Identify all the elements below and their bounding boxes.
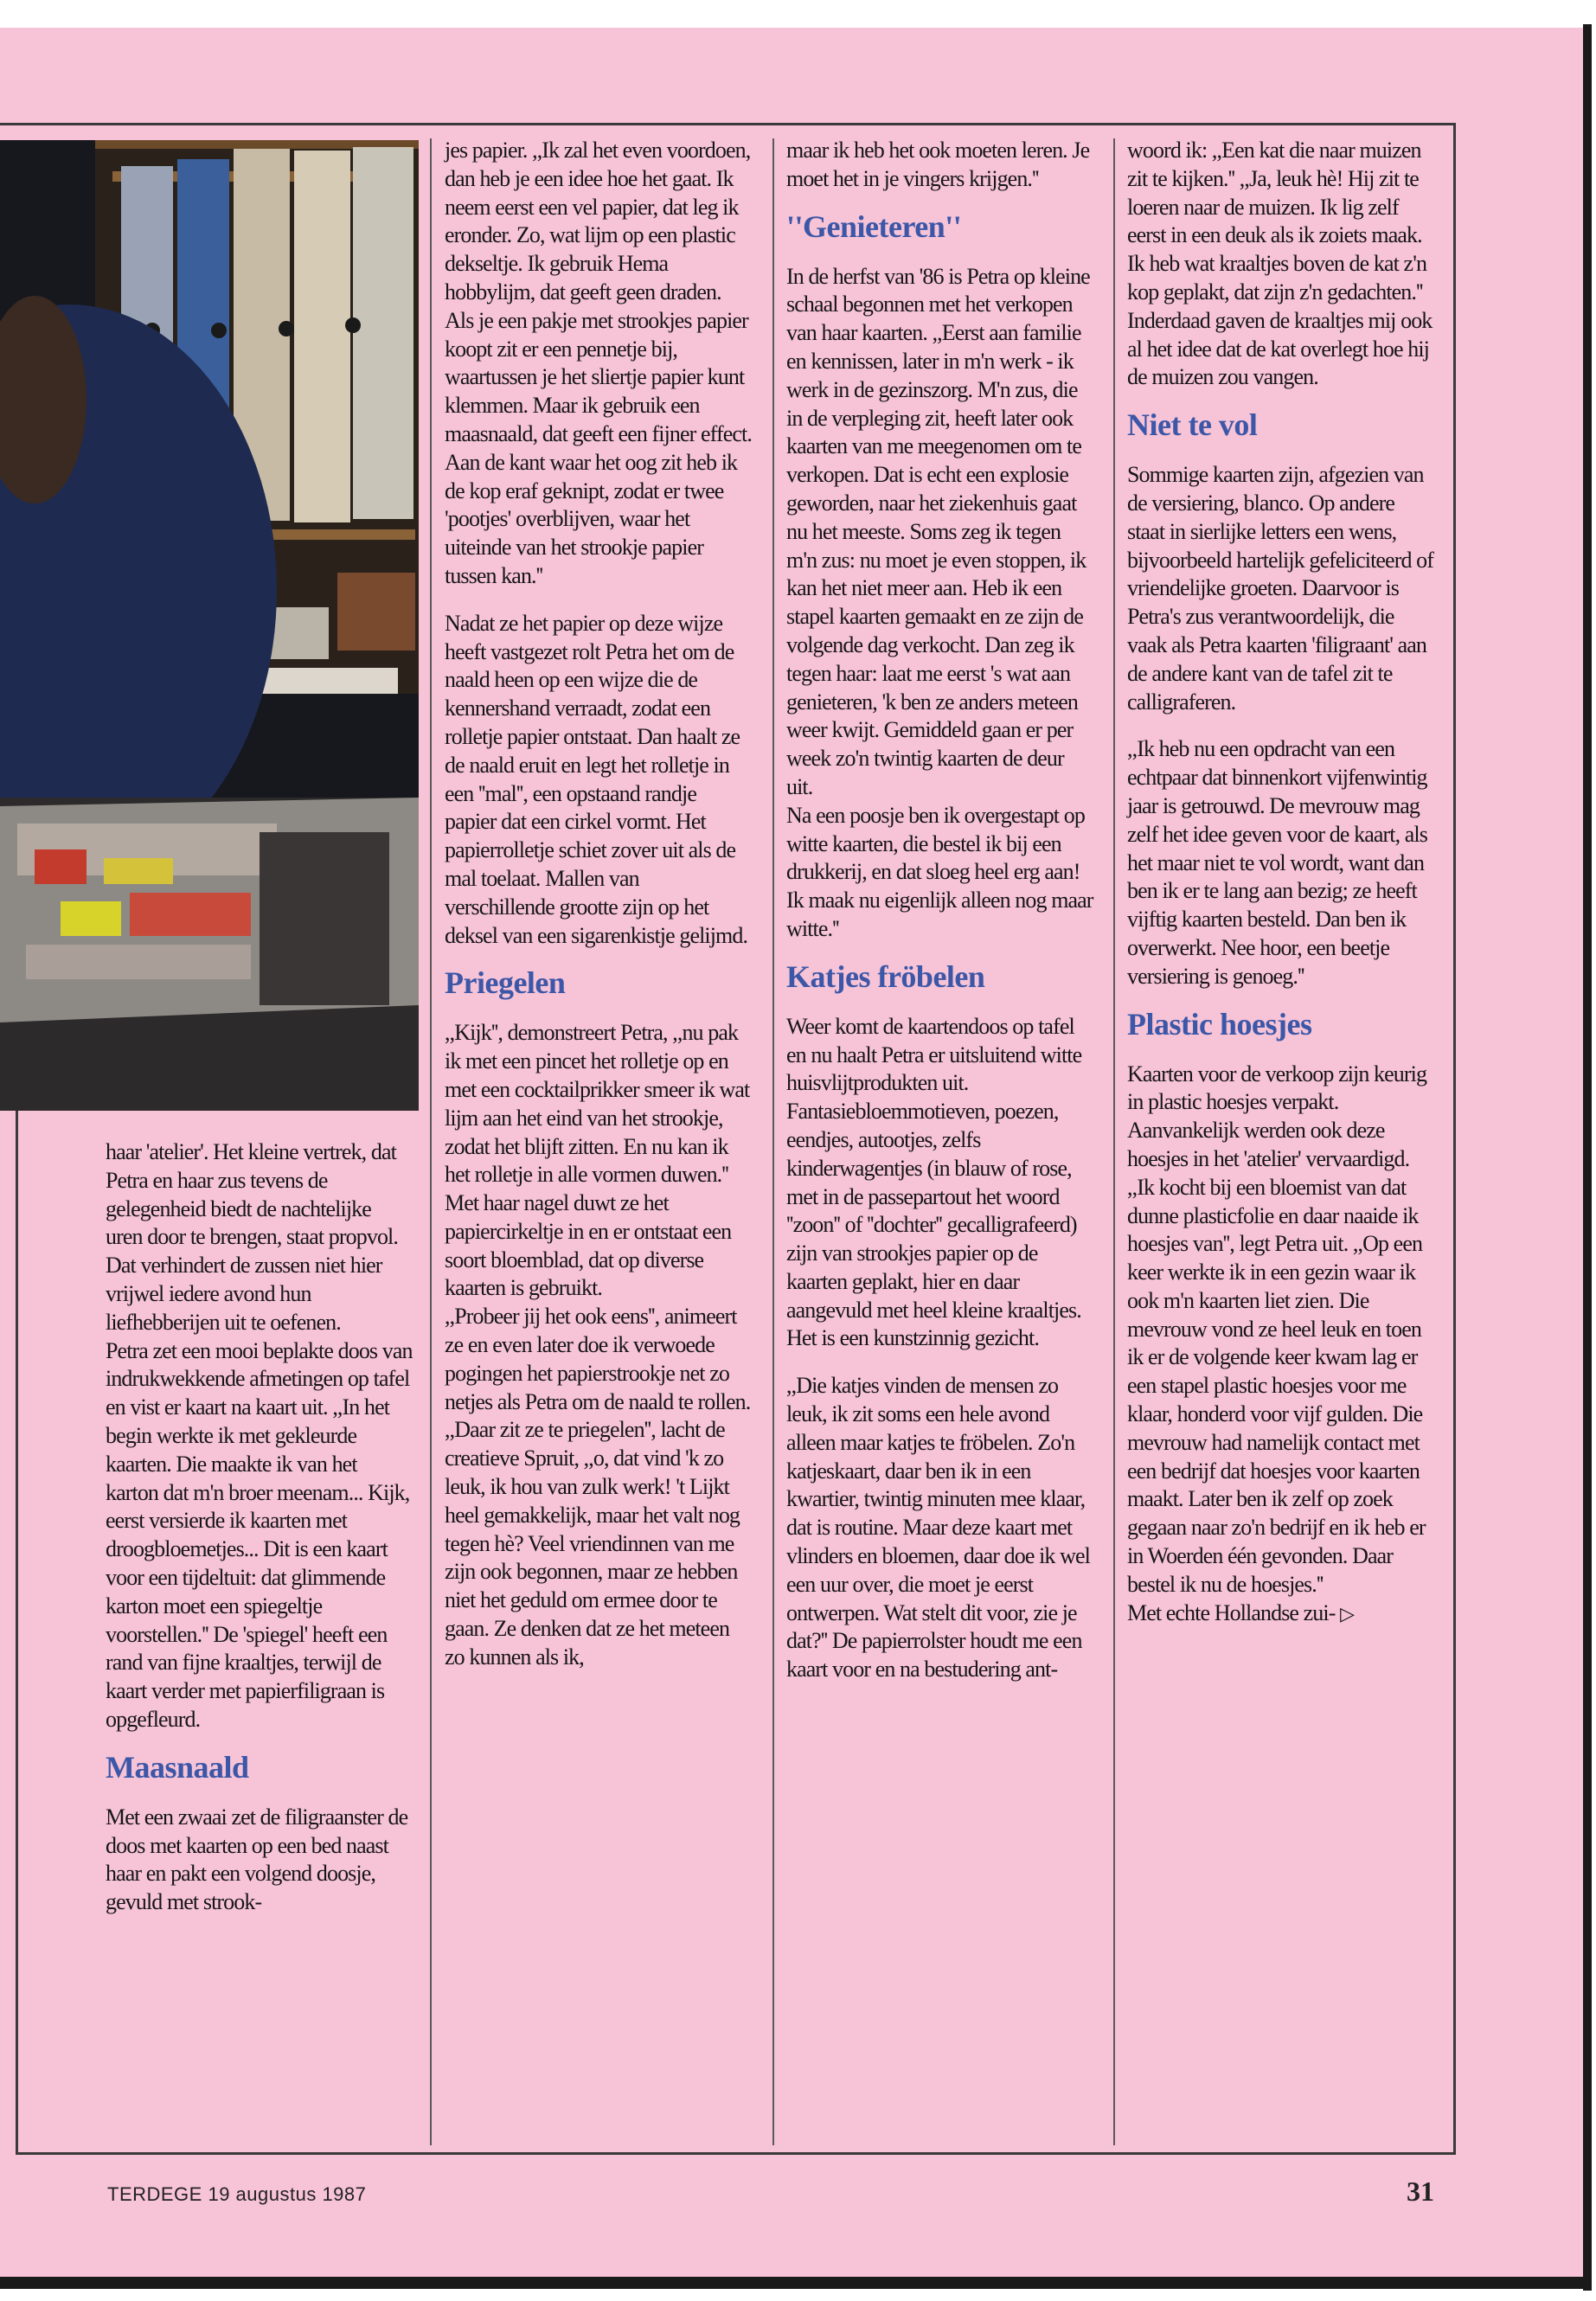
paragraph: In de herfst van '86 is Petra op kleine schaal begonnen met het verkopen van haar kaarten. ,,Eerst aan familie en kennissen, later in m'n werk - ik werk in de gezinszorg. M'n zus, die in de verpleging zit, heeft later ook kaarten van me meegenomen om te verkopen. Dat is echt een explosie geworden, naar het ziekenhuis gaat nu het meeste. Soms zeg ik tegen m'n zus: nu moet je even stoppen, ik kan het niet meer aan. Heb ik een stapel kaarten gemaakt en ze zijn de volgende dag verkocht. Dan zeg ik tegen haar: laat me eerst 's wat aan genieteren, 'k ben ze anders meteen weer kwijt. Gemiddeld gaan er per week zo'n twintig kaarten de deur uit. [786, 263, 1090, 799]
paragraph: Nadat ze het papier op deze wijze heeft vastgezet rolt Petra het om de naald heen op een wijze die de kennershand verraadt, zodat een rolletje papier ontstaat. Dan haalt ze de naald eruit en legt het rolletje in een ''mal'', een opstaand randje papier dat een cirkel vormt. Het papierrolletje schiet zover uit als de mal toelaat. Mallen van verschillende grootte zijn op het deksel van een sigarenkistje gelijmd. [445, 610, 748, 948]
paragraph: ,,Kijk'', demonstreert Petra, ,,nu pak ik met een pincet het rolletje op en met een cocktailprikker smeer ik wat lijm aan het eind van het strookje, zodat het blijft zitten. En nu kan ik het rolletje in alle vormen duwen.'' Met haar nagel duwt ze het papiercirkeltje in en er ontstaat een soort bloemblad, dat op diverse kaarten is gebruikt. [445, 1020, 750, 1301]
paragraph: Met een zwaai zet de filigraanster de doos met kaarten op een bed naast haar en pakt een volgend doosje, gevuld met strook- [106, 1804, 408, 1915]
column-divider [1113, 138, 1115, 2145]
article-column-1 [106, 1138, 413, 1917]
paragraph: Weer komt de kaartendoos op tafel en nu haalt Petra er uitsluitend witte huisvlijtprodukten uit. Fantasiebloemmotieven, poezen, eendjes, autootjes, zelfs kinderwagentjes (in blauw of rose, met in de passepartout het woord ''zoon'' of ''dochter'' gecalligrafeerd) zijn van strookjes papier op de kaarten geplakt, hier en daar aangevuld met heel kleine kraaltjes. Het is een kunstzinnig gezicht. [786, 1013, 1082, 1351]
column-divider [430, 138, 432, 2145]
article-column-3 [786, 137, 1093, 1684]
paragraph: woord ik: ,,Een kat die naar muizen zit te kijken.'' ,,Ja, leuk hè! Hij zit te loeren naar de muizen. Ik lig zelf eerst in een deuk als ik zoiets maak. Ik heb wat kraaltjes boven de kat z'n kop geplakt, dat zijn z'n gedachten.'' Inderdaad gaven de kraaltjes mij ook al het idee dat de kat overlegt hoe hij de muizen zou vangen. [1127, 138, 1433, 390]
footer-publication: TERDEGE 19 augustus 1987 [107, 2183, 367, 2205]
frame-line-left [16, 1106, 18, 2154]
subheading: Niet te vol [1127, 407, 1258, 443]
paragraph: jes papier. ,,Ik zal het even voordoen, dan heb je een idee hoe het gaat. Ik neem eerst een vel papier, dat leg ik eronder. Zo, wat lijm op een plastic dekseltje. Ik gebruik Hema hobbylijm, dat geeft geen draden. Als je een pakje met strookjes papier koopt zit er een pennetje bij, waartussen je het sliertje papier kunt klemmen. Maar ik gebruik een maasnaald, dat geeft een fijner effect. Aan de kant waar het oog zit heb ik de kop eraf geknipt, zodat er twee 'pootjes' overblijven, waar het uiteinde van het strookje papier tussen kan.'' [445, 138, 752, 588]
frame-line-bottom [16, 2152, 1456, 2155]
paragraph: Kaarten voor de verkoop zijn keurig in plastic hoesjes verpakt. Aanvankelijk werden ook deze hoesjes in het 'atelier' vervaardigd. ,,Ik kocht bij een bloemist van dat dunne plasticfolie en daar naaide ik hoesjes van'', legt Petra uit. ,,Op een keer werkte ik in een gezin waar ik ook m'n kaarten liet zien. Die mevrouw vond ze heel leuk en toen ik er de volgende keer kwam lag er een stapel plastic hoesjes voor me klaar, honderd voor vijf gulden. Die mevrouw had namelijk contact met een bedrijf dat hoesjes voor kaarten maakt. Later ben ik zelf op zoek gegaan naar zo'n bedrijf en ik heb er in Woerden één gevonden. Daar bestel ik nu de hoesjes.'' [1127, 1061, 1427, 1597]
paragraph: ,,Probeer jij het ook eens'', animeert ze en even later doe ik verwoede pogingen het papierstrookje net zo netjes als Petra om de naald te rollen. ,,Daar zit ze te priegelen'', lacht de creatieve Spruit, ,,o, dat vind 'k zo leuk, ik hou van zulk werk! 't Lijkt heel gemakkelijk, maar het valt nog tegen hè? Veel vriendinnen van me zijn ook begonnen, maar ze hebben niet het geduld om ermee door te gaan. Ze denken dat ze het meteen zo kunnen als ik, [445, 1304, 751, 1670]
paragraph: maar ik heb het ook moeten leren. Je moet het in je vingers krijgen.'' [786, 138, 1090, 191]
subheading: Katjes fröbelen [786, 958, 985, 994]
subheading: Maasnaald [106, 1749, 249, 1785]
paragraph-continued [1127, 1599, 1434, 1630]
column-divider [772, 138, 774, 2145]
last-line: Met echte Hollandse zui- [1127, 1599, 1336, 1625]
continue-arrow-icon: ▷ [1340, 1603, 1355, 1625]
scan-edge-right [1583, 24, 1592, 2291]
article-photo [0, 140, 419, 1111]
paragraph: ,,Die katjes vinden de mensen zo leuk, ik zit soms een hele avond alleen maar katjes te fröbelen. Zo'n katjeskaart, daar ben ik in een kwartier, twintig minuten mee klaar, dat is routine. Maar deze kaart met vlinders en bloemen, daar doe ik wel een uur over, die moet je eerst ontwerpen. Wat stelt dit voor, zie je dat?'' De papierrolster houdt me een kaart voor en na bestudering ant- [786, 1373, 1090, 1682]
subheading: ''Genieteren'' [786, 208, 962, 244]
page-number: 31 [1407, 2176, 1434, 2207]
subheading: Priegelen [445, 965, 566, 1001]
article-column-2 [445, 137, 752, 1672]
frame-line-top [0, 123, 1455, 125]
frame-line-right [1453, 123, 1456, 2154]
photo-illustration [0, 140, 419, 1111]
paragraph: Na een poosje ben ik overgestapt op witte kaarten, die bestel ik bij een drukkerij, en dat sloeg heel erg aan! Ik maak nu eigenlijk alleen nog maar witte.'' [786, 802, 1093, 941]
scan-edge-bottom [0, 2277, 1592, 2289]
paragraph: ,,Ik heb nu een opdracht van een echtpaar dat binnenkort vijfenwintig jaar is getrouwd. De mevrouw mag zelf het idee geven voor de kaart, als het maar niet te vol wordt, want dan ben ik er te lang aan bezig; ze heeft vijftig kaarten besteld. Dan ben ik overwerkt. Nee hoor, een beetje versiering is genoeg.'' [1127, 736, 1427, 989]
paragraph: haar 'atelier'. Het kleine vertrek, dat Petra en haar zus tevens de gelegenheid biedt de nachtelijke uren door te brengen, staat propvol. Dat verhindert de zussen niet hier vrijwel iedere avond hun liefhebberijen uit te oefenen. [106, 1139, 398, 1335]
paragraph: Sommige kaarten zijn, afgezien van de versiering, blanco. Op andere staat in sierlijke letters een wens, bijvoorbeeld hartelijk gefeliciteerd of vriendelijke groeten. Daarvoor is Petra's zus verantwoordelijk, die vaak als Petra kaarten 'filigraant' aan de andere kant van de tafel zit te calligraferen. [1127, 462, 1434, 715]
paragraph: Petra zet een mooi beplakte doos van indrukwekkende afmetingen op tafel en vist er kaart na kaart uit. ,,In het begin werkte ik met gekleurde kaarten. Die maakte ik van het karton dat m'n broer meenam... Kijk, eerst versierde ik kaarten met droogbloemetjes... Dit is een kaart voor een tijdeltuit: dat glimmende karton moet een spiegeltje voorstellen.'' De 'spiegel' heeft een rand van fijne kraaltjes, terwijl de kaart verder met papierfiligraan is opgefleurd. [106, 1337, 413, 1732]
article-column-4 [1127, 137, 1434, 1629]
subheading: Plastic hoesjes [1127, 1006, 1312, 1042]
